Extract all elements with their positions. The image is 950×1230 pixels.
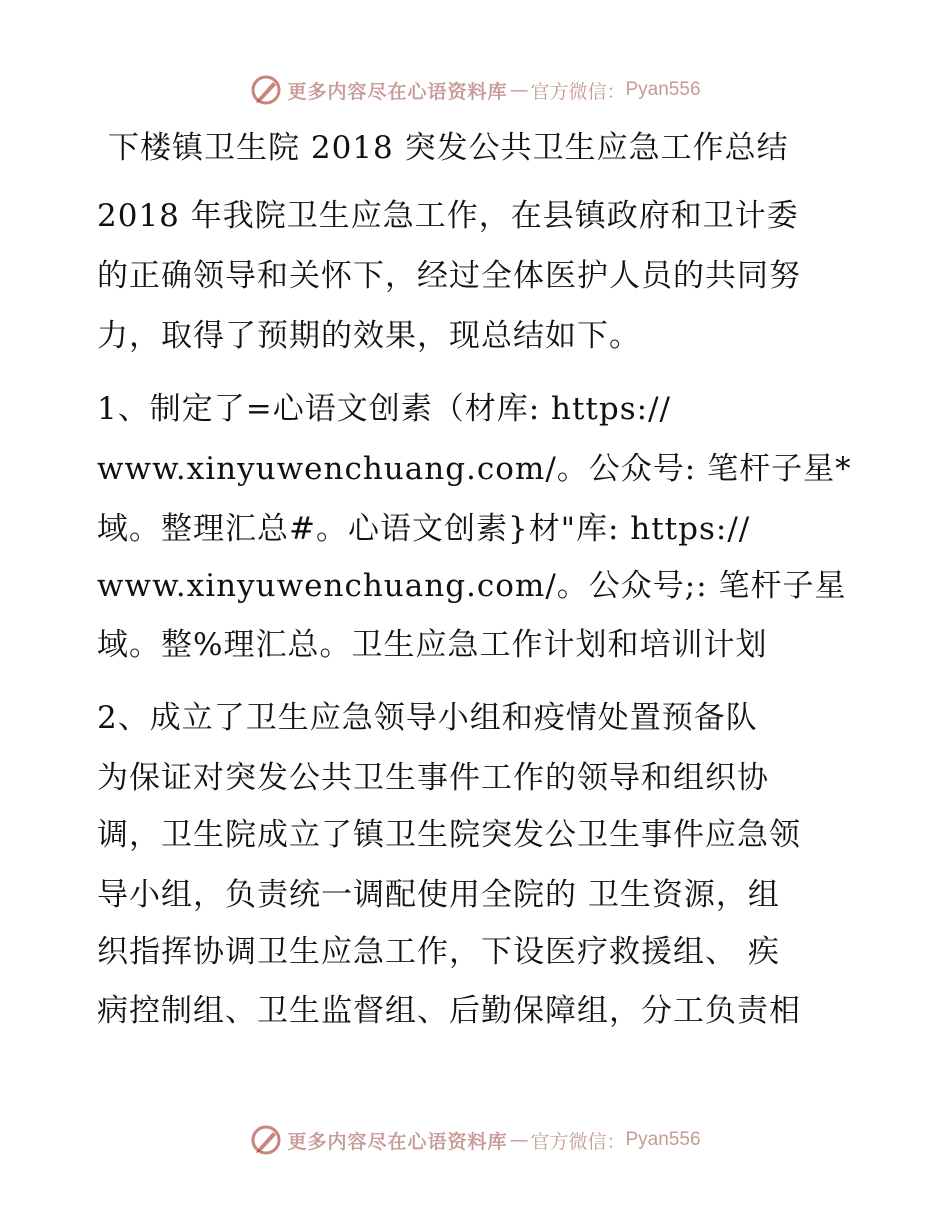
body-line: 调，卫生院成立了镇卫生院突发公卫生事件应急领 <box>97 817 801 853</box>
banner-wechat-id: Pyan556 <box>625 1129 701 1150</box>
banner-wechat-id: Pyan556 <box>625 79 701 100</box>
body-line: 织指挥协调卫生应急工作，下设医疗救援组、 疾 <box>97 934 780 970</box>
banner-dash: — <box>509 1129 529 1151</box>
banner-contact-label: 官方微信： <box>530 80 626 103</box>
pen-logo-icon <box>249 73 283 107</box>
body-line: www.xinyuwenchuang.com/。公众号;: 笔杆子星 <box>97 568 847 604</box>
body-line: 病控制组、卫生监督组、后勤保障组，分工负责相 <box>97 993 801 1029</box>
document-title: 下楼镇卫生院 2018 突发公共卫生应急工作总结 <box>108 130 789 166</box>
pen-logo-icon <box>249 1123 283 1157</box>
body-line: 2018 年我院卫生应急工作，在县镇政府和卫计委 <box>97 198 799 234</box>
banner-dash: — <box>509 79 529 101</box>
footer-banner <box>0 1120 950 1160</box>
body-line: 力，取得了预期的效果，现总结如下。 <box>97 318 641 354</box>
body-line: 域。整%理汇总。卫生应急工作计划和培训计划 <box>97 627 768 663</box>
body-line: 2、成立了卫生应急领导小组和疫情处置预备队 <box>97 700 758 736</box>
body-line: 导小组，负责统一调配使用全院的 卫生资源，组 <box>97 877 780 913</box>
body-line: 的正确领导和关怀下，经过全体医护人员的共同努 <box>97 258 801 294</box>
body-line: www.xinyuwenchuang.com/。公众号: 笔杆子星* <box>97 451 852 487</box>
banner-contact-label: 官方微信： <box>530 1130 626 1153</box>
body-line: 域。整理汇总#。心语文创素}材"库: https:// <box>97 511 751 547</box>
body-line: 为保证对突发公共卫生事件工作的领导和组织协 <box>97 760 769 796</box>
body-line: 1、制定了=心语文创素（材库: https:// <box>97 391 671 427</box>
banner-text: 更多内容尽在心语资料库 <box>287 1130 508 1153</box>
header-banner <box>0 70 950 110</box>
banner-text: 更多内容尽在心语资料库 <box>287 80 508 103</box>
